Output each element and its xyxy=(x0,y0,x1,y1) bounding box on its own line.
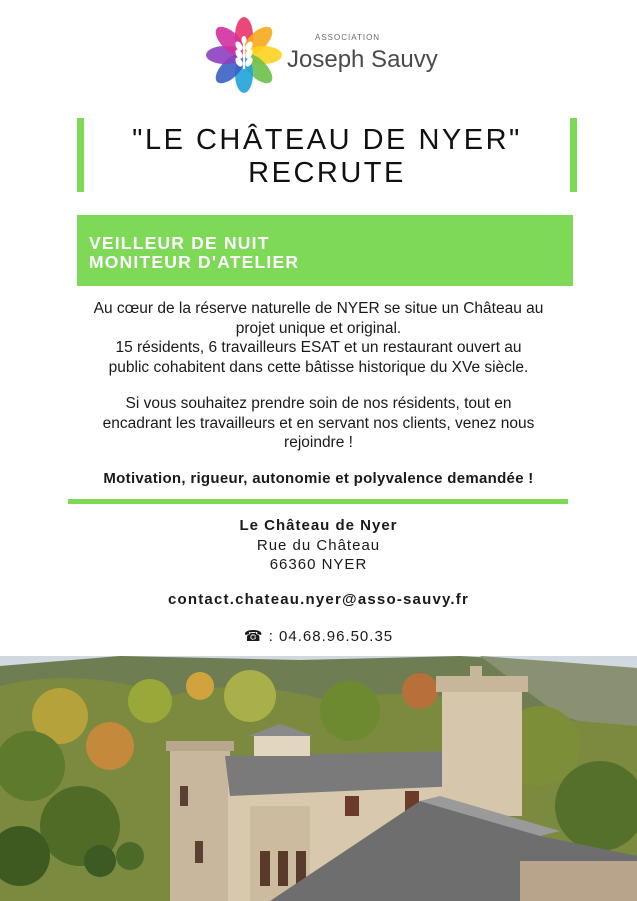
title-block xyxy=(77,118,577,192)
association-logo xyxy=(205,16,438,94)
phone-number[interactable]: : 04.68.96.50.35 xyxy=(268,628,394,645)
description-line: encadrant les travailleurs et en servant nos clients, venez nous xyxy=(102,414,535,432)
job-titles-band xyxy=(77,215,573,286)
description-line: 15 résidents, 6 travailleurs ESAT et un restaurant ouvert au xyxy=(115,339,522,356)
title-line-1: "LE CHÂTEAU DE NYER" xyxy=(132,124,522,156)
description-line: rejoindre ! xyxy=(284,434,353,451)
description-paragraph-2 xyxy=(40,394,597,453)
job-title-night-watch: VEILLEUR DE NUIT xyxy=(89,233,270,253)
address-name: Le Château de Nyer xyxy=(239,517,398,534)
flower-logo-icon xyxy=(205,16,283,94)
logo-association-name: Joseph Sauvy xyxy=(287,46,438,73)
description-line: Si vous souhaitez prendre soin de nos résidents, tout en xyxy=(125,395,512,412)
description-line: projet unique et original. xyxy=(235,319,402,337)
title-line-2: RECRUTE xyxy=(248,157,406,189)
address-street: Rue du Château xyxy=(256,537,381,554)
address-city: 66360 NYER xyxy=(269,556,368,573)
green-separator xyxy=(68,499,568,504)
description-line: public cohabitent dans cette bâtisse historique du XVe siècle. xyxy=(108,358,529,376)
description-paragraph-1 xyxy=(40,299,597,377)
contact-email[interactable]: contact.chateau.nyer@asso-sauvy.fr xyxy=(167,591,470,608)
page-title xyxy=(77,124,577,190)
description-line: Au cœur de la réserve naturelle de NYER se situe un Château au xyxy=(93,300,544,317)
requirements-motto: Motivation, rigueur, autonomie et polyvalence demandée ! xyxy=(103,470,534,487)
logo-association-label: ASSOCIATION xyxy=(315,33,381,42)
contact-phone xyxy=(0,627,637,645)
chateau-photo xyxy=(0,656,637,901)
phone-icon: ☎ xyxy=(243,628,264,645)
job-title-workshop-monitor: MONITEUR D'ATELIER xyxy=(89,252,300,272)
